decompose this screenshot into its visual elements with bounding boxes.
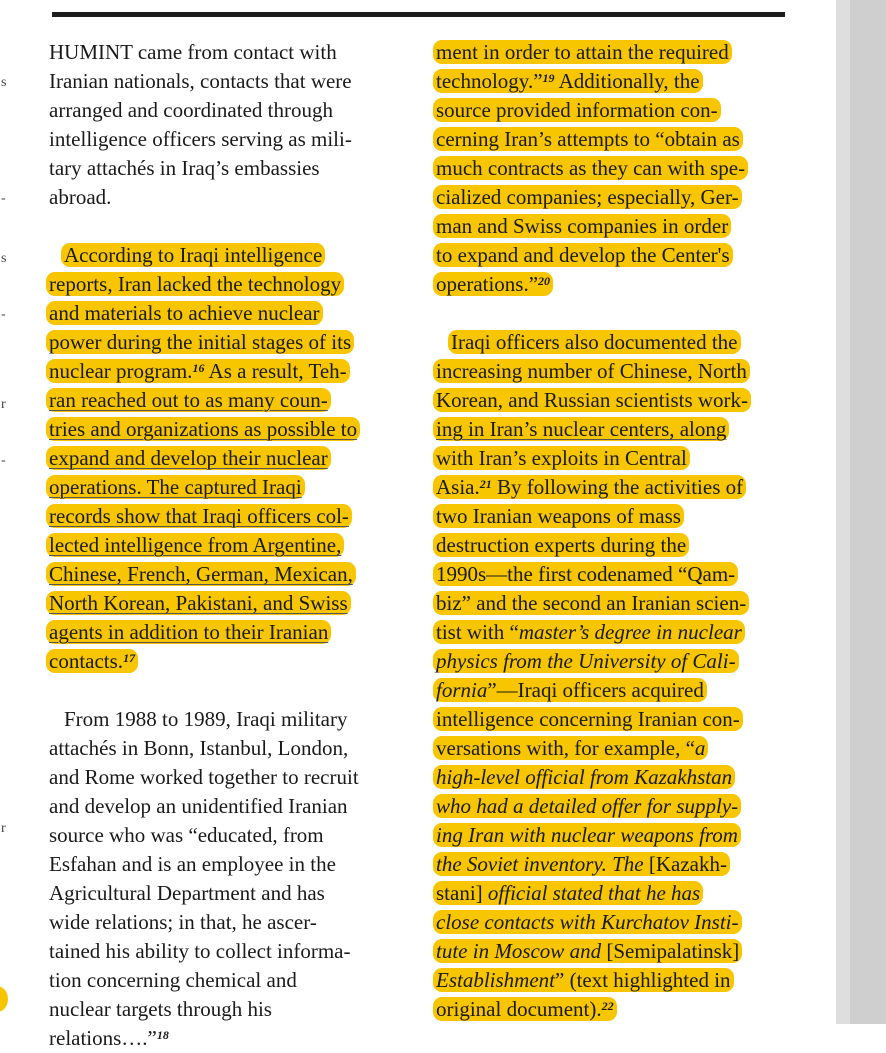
footnote-ref[interactable]: 17 [123,651,136,665]
highlighted-line: ment in order to attain the required [436,38,786,67]
highlighted-line: and materials to achieve nuclear [49,299,399,328]
highlighted-line: technology.”$^{19}$ Additionally, the [436,67,786,96]
highlighted-line: biz” and the second an Iranian scien- [436,589,786,618]
text-line: and develop an unidentified Iranian [49,794,348,818]
text-line: source who was “educated, from [49,823,324,847]
highlighted-line: to expand and develop the Center's [436,241,786,270]
footnote-ref[interactable]: 22 [601,999,614,1013]
footnote-ref[interactable]: 16 [192,361,205,375]
highlighted-line: with Iran’s exploits in Central [436,444,786,473]
text-line: tary attachés in Iraq’s embassies [49,156,320,180]
highlighted-line: two Iranian weapons of mass [436,502,786,531]
scroll-gutter [836,0,886,1024]
highlighted-line: According to Iraqi intelligence [49,241,399,270]
highlighted-line: original document).$^{22}$ [436,995,786,1024]
text-line: intelligence officers serving as mili- [49,127,352,151]
highlighted-line: operations.”$^{20}$ [436,270,786,299]
footnote-ref[interactable]: 20 [538,274,551,288]
highlighted-line: stani] official stated that he has [436,879,786,908]
highlighted-line: ing Iran with nuclear weapons from [436,821,786,850]
highlighted-line: lected intelligence from Argentine, [49,531,399,560]
highlighted-line: Establishment” (text highlighted in [436,966,786,995]
highlighted-line: ran reached out to as many coun- [49,386,399,415]
highlighted-line: man and Swiss companies in order [436,212,786,241]
highlighted-line: agents in addition to their Iranian [49,618,399,647]
left-column [49,38,399,1053]
text-line: Agricultural Department and has [49,881,325,905]
highlighted-line: contacts.$^{17}$ [49,647,399,676]
highlighted-line: Iraqi officers also documented the [436,328,786,357]
highlighted-line: cerning Iran’s attempts to “obtain as [436,125,786,154]
text-line: abroad. [49,185,112,209]
footnote-ref[interactable]: 18 [156,1028,169,1042]
highlighted-line: versations with, for example, “a [436,734,786,763]
highlighted-line: 1990s—the first codenamed “Qam- [436,560,786,589]
highlighted-line: tries and organizations as possible to [49,415,399,444]
text-line: tion concerning chemical and [49,968,297,992]
highlighted-line: the Soviet inventory. The [Kazakh- [436,850,786,879]
highlighted-line: tute in Moscow and [Semipalatinsk] [436,937,786,966]
footnote-ref[interactable]: 19 [542,71,555,85]
text-line: nuclear targets through his [49,997,272,1021]
highlighted-line: reports, Iran lacked the technology [49,270,399,299]
highlighted-line: much contracts as they can with spe- [436,154,786,183]
text-line: relations….”$^{18}$ [49,1026,169,1050]
highlighted-line: Chinese, French, German, Mexican, [49,560,399,589]
highlighted-line: fornia”—Iraqi officers acquired [436,676,786,705]
text-line: Esfahan and is an employee in the [49,852,336,876]
highlighted-line: destruction experts during the [436,531,786,560]
text-line: arranged and coordinated through [49,98,333,122]
highlighted-line: who had a detailed offer for supply- [436,792,786,821]
text-line: wide relations; in that, he ascer- [49,910,317,934]
top-rule [52,12,785,17]
highlighted-line: close contacts with Kurchatov Insti- [436,908,786,937]
highlighted-line: high-level official from Kazakhstan [436,763,786,792]
text-line: Iranian nationals, contacts that were [49,69,352,93]
highlighted-line: physics from the University of Cali- [436,647,786,676]
highlighted-line: increasing number of Chinese, North [436,357,786,386]
highlighted-line: Asia.$^{21}$ By following the activities of [436,473,786,502]
highlighted-line: cialized companies; especially, Ger- [436,183,786,212]
left-margin-marks: s - s - r - r [1,75,7,836]
text-line: HUMINT came from contact with [49,40,337,64]
text-line: tained his ability to collect informa- [49,939,351,963]
footnote-ref[interactable]: 21 [479,477,492,491]
text-line: attachés in Bonn, Istanbul, London, [49,736,349,760]
highlighted-line: records show that Iraqi officers col- [49,502,399,531]
highlighted-line: expand and develop their nuclear [49,444,399,473]
highlighted-line: tist with “master’s degree in nuclear [436,618,786,647]
highlighted-line: power during the initial stages of its [49,328,399,357]
highlighted-line: Korean, and Russian scientists work- [436,386,786,415]
right-column [436,38,786,1024]
highlighted-line: North Korean, Pakistani, and Swiss [49,589,399,618]
text-line: From 1988 to 1989, Iraqi military [64,707,348,731]
highlighted-line: ing in Iran’s nuclear centers, along [436,415,786,444]
highlighted-line: operations. The captured Iraqi [49,473,399,502]
highlighted-line: source provided information con- [436,96,786,125]
highlighted-line: nuclear program.$^{16}$ As a result, Teh- [49,357,399,386]
text-line: and Rome worked together to recruit [49,765,359,789]
highlighted-line: intelligence concerning Iranian con- [436,705,786,734]
